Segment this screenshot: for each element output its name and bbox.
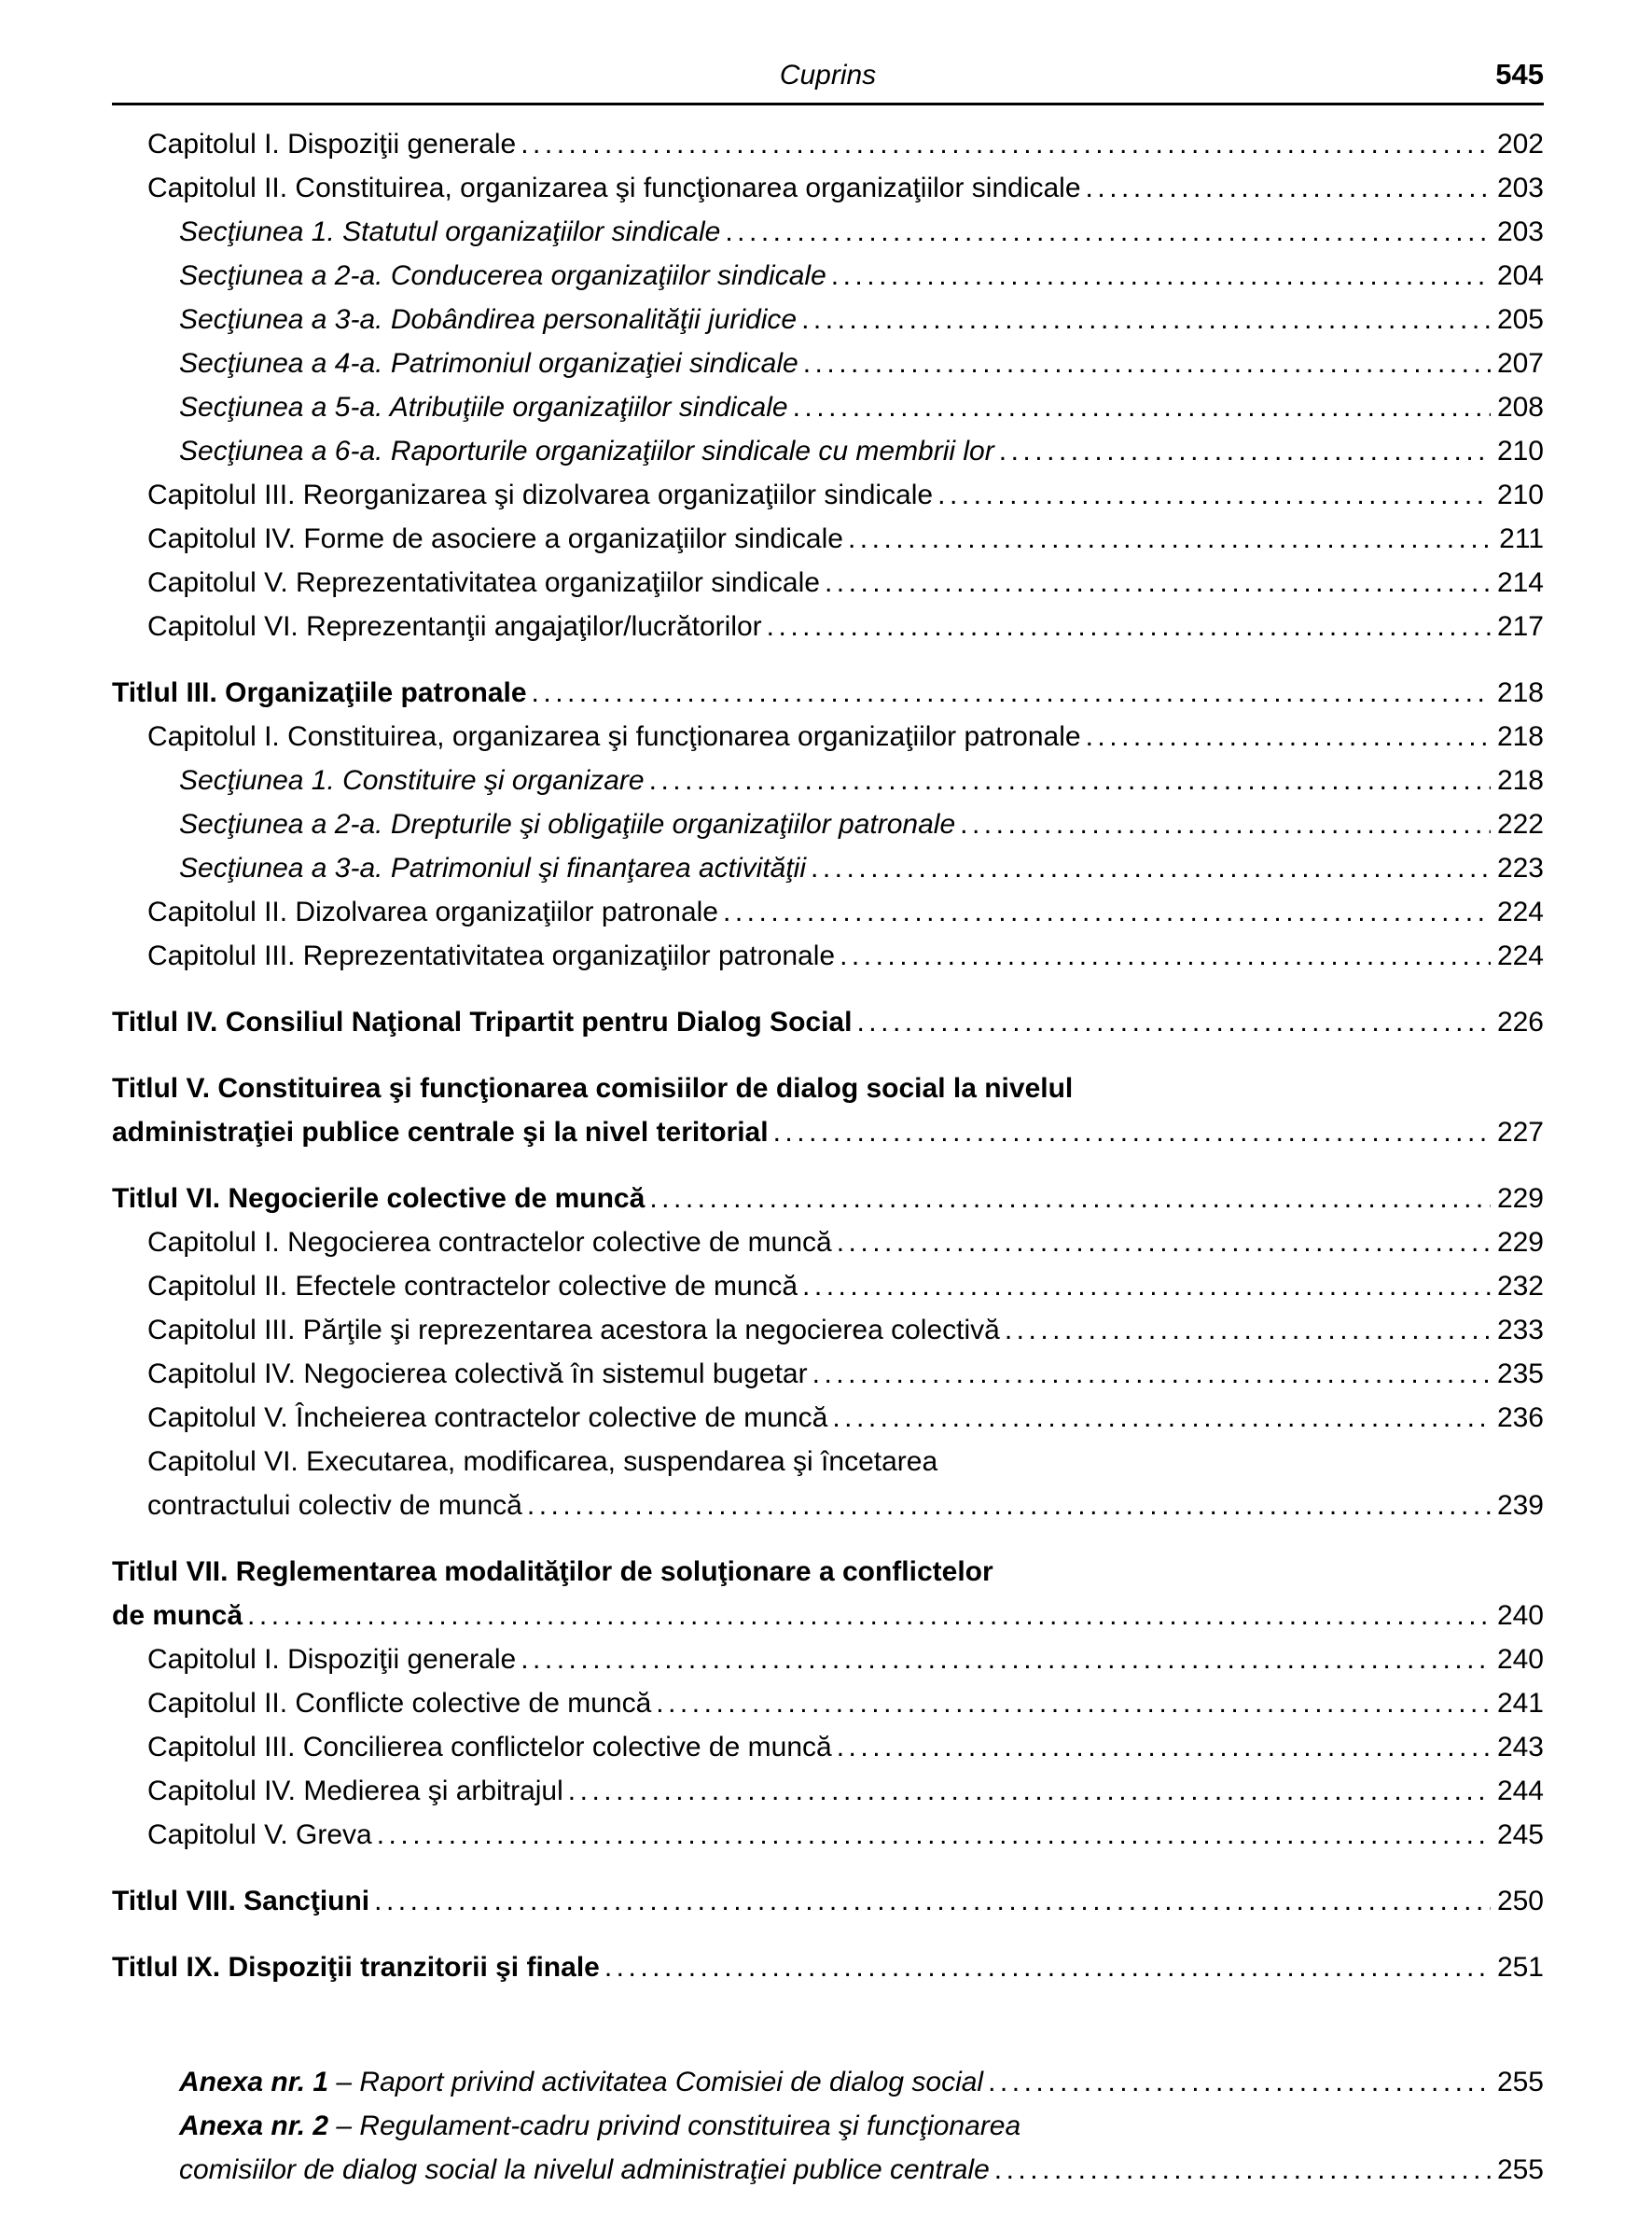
toc-entry bbox=[112, 1769, 1544, 1813]
toc-entry-text: Secţiunea a 3-a. Dobândirea personalităţii juridice bbox=[179, 304, 798, 335]
page-header-title: Cuprins bbox=[779, 60, 877, 91]
leader-dots bbox=[937, 473, 1491, 517]
leader-dots bbox=[767, 605, 1491, 648]
toc-entry-text: de muncă bbox=[112, 1600, 243, 1631]
toc-entry-line bbox=[147, 1769, 1544, 1813]
toc-entry-text: Titlul IX. Dispoziţii tranzitorii şi finale bbox=[112, 1952, 600, 1983]
toc-entry bbox=[112, 605, 1544, 648]
toc-entry-line bbox=[147, 122, 1544, 166]
toc-entry-line bbox=[179, 2148, 1544, 2192]
page-number: 218 bbox=[1496, 677, 1544, 708]
leader-dots bbox=[837, 1725, 1491, 1769]
toc-entry-line bbox=[179, 429, 1544, 473]
leader-dots bbox=[649, 1177, 1491, 1220]
toc-entry-line bbox=[147, 166, 1544, 210]
page-number: 250 bbox=[1496, 1886, 1544, 1916]
toc-entry bbox=[112, 2060, 1544, 2104]
page-number: 243 bbox=[1496, 1732, 1544, 1762]
toc-entry-text: Capitolul VI. Reprezentanţii angajaţilor/lucrătorilor bbox=[147, 611, 762, 642]
toc-entry bbox=[112, 1879, 1544, 1923]
toc-entry-text: Capitolul III. Reprezentativitatea organizaţiilor patronale bbox=[147, 940, 836, 971]
toc-entry bbox=[112, 934, 1544, 978]
toc-entry-line bbox=[112, 1945, 1544, 1989]
leader-dots bbox=[837, 1220, 1491, 1264]
toc-entry-text: Secţiunea a 6-a. Raporturile organizaţiilor sindicale cu membrii lor bbox=[179, 436, 994, 467]
leader-dots bbox=[803, 341, 1491, 385]
toc-entry bbox=[112, 715, 1544, 759]
leader-dots bbox=[723, 890, 1491, 934]
leader-dots bbox=[801, 298, 1491, 341]
page-number: 239 bbox=[1496, 1490, 1544, 1521]
toc-entry-text: Capitolul II. Efectele contractelor colective de muncă bbox=[147, 1271, 798, 1302]
leader-dots bbox=[521, 1637, 1491, 1681]
page-number: 203 bbox=[1496, 173, 1544, 203]
toc-entry-line bbox=[147, 1396, 1544, 1440]
leader-dots bbox=[994, 2148, 1491, 2192]
toc-entry-line bbox=[147, 1440, 1544, 1484]
page-number: 233 bbox=[1496, 1315, 1544, 1345]
toc-entry bbox=[112, 802, 1544, 846]
toc-entry-prefix: Anexa nr. 2 bbox=[179, 2111, 329, 2141]
toc-entry-line bbox=[147, 1637, 1544, 1681]
page-number: 235 bbox=[1496, 1358, 1544, 1389]
leader-dots bbox=[832, 1396, 1491, 1440]
page-number: 203 bbox=[1496, 216, 1544, 247]
toc-entry-line bbox=[147, 1352, 1544, 1396]
toc-entry-text: Capitolul VI. Executarea, modificarea, suspendarea şi încetarea bbox=[147, 1446, 938, 1477]
toc-entry-line bbox=[147, 605, 1544, 648]
leader-dots bbox=[1005, 1308, 1491, 1352]
toc-entry-text: Titlul IV. Consiliul Naţional Tripartit pentru Dialog Social bbox=[112, 1007, 853, 1038]
leader-dots bbox=[656, 1681, 1491, 1725]
page-number: 210 bbox=[1496, 480, 1544, 510]
toc-entry bbox=[112, 1000, 1544, 1044]
toc-entry-line bbox=[112, 1066, 1544, 1110]
toc-entry-line bbox=[112, 1550, 1544, 1594]
toc-entry bbox=[112, 254, 1544, 298]
toc-entry bbox=[112, 1264, 1544, 1308]
toc-entry bbox=[112, 671, 1544, 715]
leader-dots bbox=[532, 671, 1491, 715]
page-number: 202 bbox=[1496, 129, 1544, 160]
toc-entry-text: Capitolul I. Dispoziţii generale bbox=[147, 129, 517, 160]
page-number: 229 bbox=[1496, 1227, 1544, 1258]
page-number: 236 bbox=[1496, 1402, 1544, 1433]
toc-entry-text: administraţiei publice centrale şi la nivel teritorial bbox=[112, 1117, 769, 1148]
toc-entry-text: Capitolul IV. Forme de asociere a organizaţiilor sindicale bbox=[147, 523, 843, 554]
leader-dots bbox=[521, 122, 1491, 166]
toc-entry-line bbox=[147, 561, 1544, 605]
toc-entry bbox=[112, 846, 1544, 890]
page-number: 227 bbox=[1496, 1117, 1544, 1148]
toc-entry-line bbox=[179, 759, 1544, 802]
toc-entry bbox=[112, 385, 1544, 429]
toc-entry bbox=[112, 759, 1544, 802]
page-header-number: 545 bbox=[1495, 58, 1544, 91]
toc-entry-line bbox=[147, 1681, 1544, 1725]
leader-dots bbox=[812, 1352, 1491, 1396]
leader-dots bbox=[377, 1813, 1491, 1857]
leader-dots bbox=[960, 802, 1491, 846]
leader-dots bbox=[604, 1945, 1491, 1989]
leader-dots bbox=[793, 385, 1491, 429]
toc-entry bbox=[112, 1681, 1544, 1725]
toc-entry-text: Secţiunea a 3-a. Patrimoniul şi finanţarea activităţii bbox=[179, 853, 807, 884]
toc-entry-text: comisiilor de dialog social la nivelul administraţiei publice centrale bbox=[179, 2154, 990, 2185]
leader-dots bbox=[568, 1769, 1491, 1813]
toc-entry-line bbox=[179, 298, 1544, 341]
page-number: 211 bbox=[1499, 523, 1544, 554]
toc-entry-text: Secţiunea a 2-a. Conducerea organizaţiilor sindicale bbox=[179, 260, 826, 291]
page-number: 224 bbox=[1496, 897, 1544, 927]
toc-entry-text: Titlul V. Constituirea şi funcţionarea comisiilor de dialog social la nivelul bbox=[112, 1073, 1074, 1104]
toc-entry-text: Capitolul III. Reorganizarea şi dizolvarea organizaţiilor sindicale bbox=[147, 480, 934, 510]
toc-entry bbox=[112, 2104, 1544, 2192]
leader-dots bbox=[802, 1264, 1491, 1308]
toc-entry-text: Capitolul IV. Medierea şi arbitrajul bbox=[147, 1776, 563, 1806]
toc-entry-text: Secţiunea a 5-a. Atribuţiile organizaţiilor sindicale bbox=[179, 392, 788, 423]
toc-entry-line bbox=[179, 210, 1544, 254]
toc-entry bbox=[112, 1813, 1544, 1857]
toc-entry-text: Capitolul I. Dispoziţii generale bbox=[147, 1644, 517, 1675]
toc-entry-text: Capitolul I. Constituirea, organizarea şi funcţionarea organizaţiilor patronale bbox=[147, 721, 1081, 752]
page-number: 244 bbox=[1496, 1776, 1544, 1806]
toc-entry-text: Capitolul V. Reprezentativitatea organizaţiilor sindicale bbox=[147, 567, 820, 598]
toc-entry bbox=[112, 122, 1544, 166]
toc-entry-text: Capitolul III. Părţile şi reprezentarea acestora la negocierea colectivă bbox=[147, 1315, 1000, 1345]
toc-entry-line bbox=[179, 2104, 1544, 2148]
page-number: 223 bbox=[1496, 853, 1544, 884]
page-number: 232 bbox=[1496, 1271, 1544, 1302]
toc-entry-text: Secţiunea 1. Constituire şi organizare bbox=[179, 765, 645, 796]
toc-entry-text: Titlul VI. Negocierile colective de muncă bbox=[112, 1183, 646, 1214]
toc-entry-text: Capitolul V. Încheierea contractelor colective de muncă bbox=[147, 1402, 828, 1433]
page-number: 251 bbox=[1496, 1952, 1544, 1983]
toc-entry-text: Secţiunea a 4-a. Patrimoniul organizaţiei sindicale bbox=[179, 348, 798, 379]
toc-entry-line bbox=[147, 473, 1544, 517]
toc-entry-line bbox=[179, 802, 1544, 846]
leader-dots bbox=[1086, 166, 1491, 210]
toc-entry bbox=[112, 1550, 1544, 1637]
toc-entry-line bbox=[147, 1725, 1544, 1769]
toc-entry bbox=[112, 1725, 1544, 1769]
toc-entry bbox=[112, 210, 1544, 254]
toc-entry-text: Secţiunea a 2-a. Drepturile şi obligaţiile organizaţiilor patronale bbox=[179, 809, 956, 840]
leader-dots bbox=[247, 1594, 1491, 1637]
leader-dots bbox=[831, 254, 1491, 298]
leader-dots bbox=[773, 1110, 1491, 1154]
toc-entry bbox=[112, 1945, 1544, 1989]
toc-entry-text: Titlul VIII. Sancţiuni bbox=[112, 1886, 370, 1916]
toc-entry-text: Capitolul IV. Negocierea colectivă în sistemul bugetar bbox=[147, 1358, 808, 1389]
page-number: 229 bbox=[1496, 1183, 1544, 1214]
leader-dots bbox=[988, 2060, 1491, 2104]
page-number: 255 bbox=[1496, 2067, 1544, 2097]
leader-dots bbox=[999, 429, 1491, 473]
page-number: 217 bbox=[1496, 611, 1544, 642]
leader-dots bbox=[840, 934, 1491, 978]
page-number: 245 bbox=[1496, 1819, 1544, 1850]
page-number: 241 bbox=[1496, 1688, 1544, 1719]
page-number: 255 bbox=[1496, 2154, 1544, 2185]
toc-entry-line bbox=[147, 1308, 1544, 1352]
toc-entry-text: Capitolul I. Negocierea contractelor colective de muncă bbox=[147, 1227, 832, 1258]
toc-entry-line bbox=[179, 341, 1544, 385]
leader-dots bbox=[527, 1484, 1491, 1527]
toc-entry-text: Secţiunea 1. Statutul organizaţiilor sindicale bbox=[179, 216, 721, 247]
toc-entry bbox=[112, 298, 1544, 341]
leader-dots bbox=[374, 1879, 1491, 1923]
page-number: 240 bbox=[1496, 1600, 1544, 1631]
page-header bbox=[112, 58, 1544, 105]
toc-entry-text: Anexa nr. 1 – Raport privind activitatea Comisiei de dialog social bbox=[179, 2067, 984, 2097]
toc-entry bbox=[112, 1637, 1544, 1681]
toc-entry-text: contractului colectiv de muncă bbox=[147, 1490, 522, 1521]
toc-list bbox=[112, 105, 1544, 2192]
toc-entry-line bbox=[147, 1220, 1544, 1264]
toc-entry-text: Capitolul III. Concilierea conflictelor colective de muncă bbox=[147, 1732, 832, 1762]
toc-entry-line bbox=[179, 846, 1544, 890]
page-number: 226 bbox=[1496, 1007, 1544, 1038]
leader-dots bbox=[856, 1000, 1491, 1044]
toc-entry-text: Capitolul II. Conflicte colective de muncă bbox=[147, 1688, 652, 1719]
toc-entry bbox=[112, 1066, 1544, 1154]
toc-entry-line bbox=[112, 1879, 1544, 1923]
toc-entry-text: Titlul VII. Reglementarea modalităţilor de soluţionare a conflictelor bbox=[112, 1556, 993, 1587]
toc-entry bbox=[112, 561, 1544, 605]
page-number: 214 bbox=[1496, 567, 1544, 598]
toc-entry-line bbox=[147, 1813, 1544, 1857]
toc-entry-text: Capitolul V. Greva bbox=[147, 1819, 372, 1850]
toc-entry bbox=[112, 341, 1544, 385]
toc-entry bbox=[112, 1177, 1544, 1220]
page-number: 224 bbox=[1496, 940, 1544, 971]
toc-entry bbox=[112, 1220, 1544, 1264]
leader-dots bbox=[825, 561, 1491, 605]
toc-entry-line bbox=[147, 890, 1544, 934]
leader-dots bbox=[811, 846, 1491, 890]
page-number: 204 bbox=[1496, 260, 1544, 291]
leader-dots bbox=[1086, 715, 1491, 759]
leader-dots bbox=[848, 517, 1492, 561]
toc-entry-text: Anexa nr. 2 – Regulament-cadru privind constituirea şi funcţionarea bbox=[179, 2111, 1021, 2141]
toc-entry-line bbox=[112, 1177, 1544, 1220]
page-number: 218 bbox=[1496, 721, 1544, 752]
toc-entry-line bbox=[147, 715, 1544, 759]
toc-entry bbox=[112, 1396, 1544, 1440]
toc-entry bbox=[112, 517, 1544, 561]
page-number: 205 bbox=[1496, 304, 1544, 335]
page-number: 208 bbox=[1496, 392, 1544, 423]
toc-entry bbox=[112, 429, 1544, 473]
page-number: 218 bbox=[1496, 765, 1544, 796]
toc-entry-text: Titlul III. Organizaţiile patronale bbox=[112, 677, 527, 708]
page-number: 222 bbox=[1496, 809, 1544, 840]
page-number: 207 bbox=[1496, 348, 1544, 379]
toc-entry-line bbox=[147, 1264, 1544, 1308]
toc-entry-line bbox=[179, 385, 1544, 429]
toc-entry bbox=[112, 1308, 1544, 1352]
toc-entry bbox=[112, 473, 1544, 517]
toc-entry-text: Capitolul II. Dizolvarea organizaţiilor patronale bbox=[147, 897, 718, 927]
toc-entry bbox=[112, 890, 1544, 934]
toc-entry bbox=[112, 1440, 1544, 1527]
toc-entry-line bbox=[179, 254, 1544, 298]
toc-entry-line bbox=[112, 1110, 1544, 1154]
toc-entry bbox=[112, 166, 1544, 210]
leader-dots bbox=[725, 210, 1491, 254]
toc-entry-line bbox=[147, 934, 1544, 978]
toc-entry-line bbox=[147, 517, 1544, 561]
toc-entry-line bbox=[112, 671, 1544, 715]
toc-entry-text: Capitolul II. Constituirea, organizarea şi funcţionarea organizaţiilor sindicale bbox=[147, 173, 1081, 203]
leader-dots bbox=[649, 759, 1491, 802]
toc-entry-line bbox=[147, 1484, 1544, 1527]
toc-entry-line bbox=[112, 1000, 1544, 1044]
toc-entry-line bbox=[112, 1594, 1544, 1637]
page-number: 210 bbox=[1496, 436, 1544, 467]
page-number: 240 bbox=[1496, 1644, 1544, 1675]
toc-entry-prefix: Anexa nr. 1 bbox=[179, 2067, 329, 2097]
toc-entry-line bbox=[179, 2060, 1544, 2104]
toc-entry bbox=[112, 1352, 1544, 1396]
